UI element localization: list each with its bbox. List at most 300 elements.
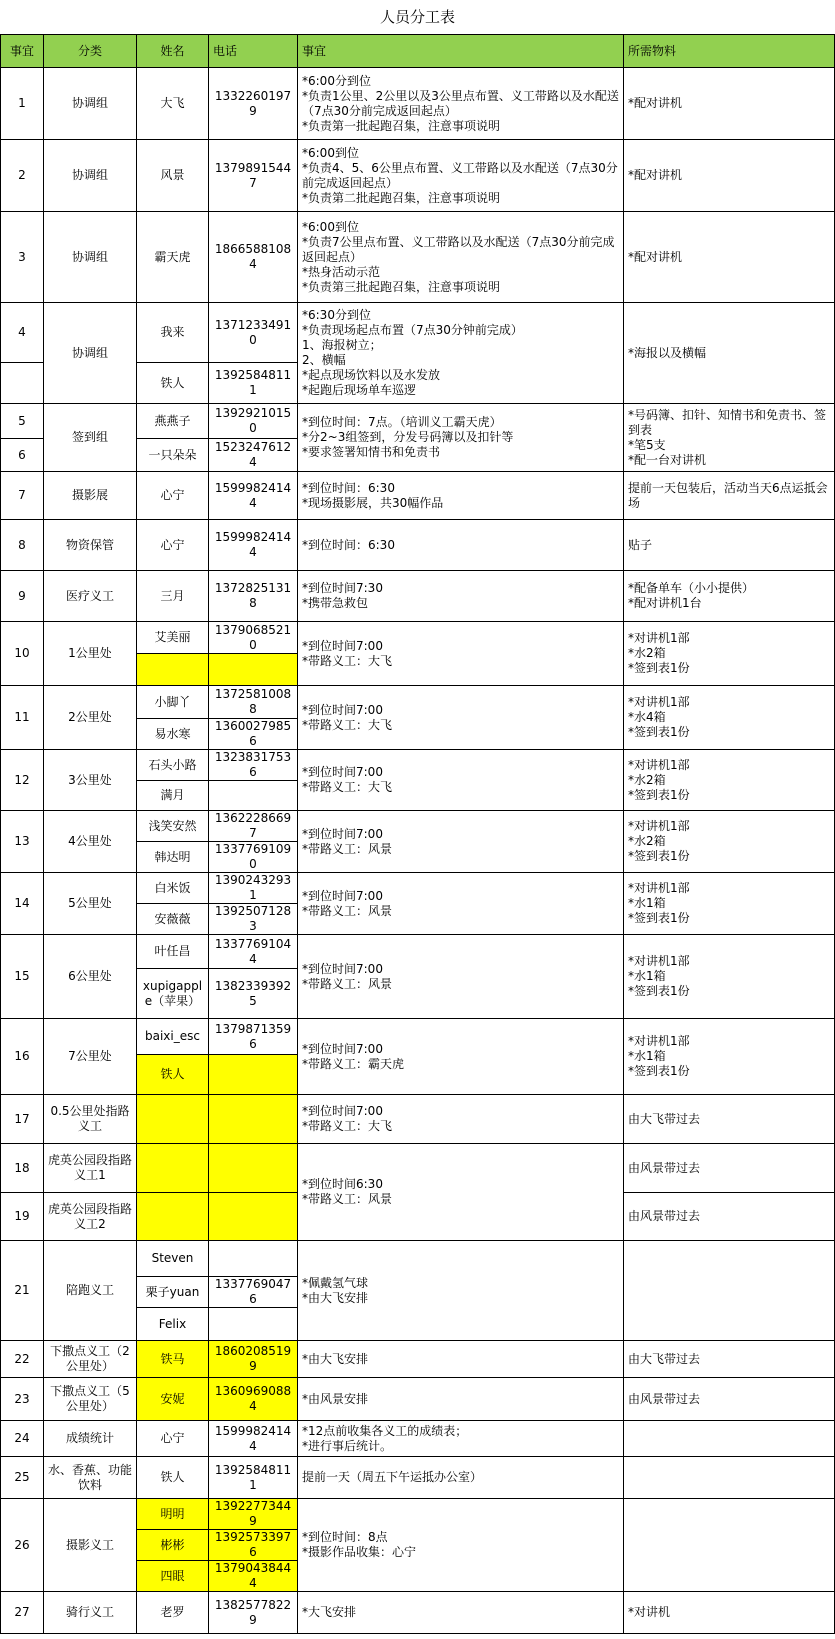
materials-cell <box>624 811 835 873</box>
task-cell-line: *带路义工：霸天虎 <box>302 1056 405 1071</box>
category-cell: 6公里处 <box>44 935 137 1019</box>
task-cell-line: *负责第二批起跑召集，注意事项说明 <box>302 190 501 205</box>
phone-cell: 13922773449 <box>209 1499 298 1530</box>
name-cell: 铁人 <box>137 1055 209 1095</box>
table-row <box>1 622 835 654</box>
materials-cell <box>624 873 835 935</box>
category-cell: 摄影义工 <box>44 1499 137 1592</box>
phone-cell: 13377690476 <box>209 1277 298 1308</box>
phone-cell <box>209 781 298 811</box>
task-cell-line: *到位时间7:00 <box>302 1104 383 1118</box>
name-cell: 易水寒 <box>137 719 209 750</box>
materials-cell <box>624 1499 835 1592</box>
materials-cell-line: 贴子 <box>628 537 653 552</box>
table-row <box>1 1341 835 1378</box>
table-row <box>1 520 835 571</box>
table-row <box>1 1457 835 1499</box>
phone-cell: 13725810088 <box>209 686 298 719</box>
category-cell: 成绩统计 <box>44 1421 137 1457</box>
task-cell <box>298 1378 624 1421</box>
task-cell <box>298 303 624 404</box>
item-number-cell: 11 <box>1 686 44 750</box>
task-cell-line: *由大飞安排 <box>302 1351 369 1366</box>
table-row <box>1 1499 835 1530</box>
materials-cell <box>624 1457 835 1499</box>
phone-cell: 13925848111 <box>209 363 298 404</box>
materials-cell-line: *配备单车（小小提供） <box>628 581 755 595</box>
phone-cell: 13377691090 <box>209 842 298 873</box>
task-cell-line: *带路义工：大飞 <box>302 780 393 794</box>
materials-cell-line: 由大飞带过去 <box>628 1351 701 1366</box>
task-cell-line: *6:30分到位 <box>302 308 371 322</box>
materials-cell <box>624 404 835 472</box>
name-cell: 小脚丫 <box>137 686 209 719</box>
table-row <box>1 1592 835 1634</box>
staff-assignment-table <box>0 34 835 1634</box>
phone-cell: 13823393925 <box>209 969 298 1019</box>
category-cell: 骑行义工 <box>44 1592 137 1634</box>
materials-cell <box>624 686 835 750</box>
name-cell: 燕燕子 <box>137 404 209 439</box>
materials-cell-line: *签到表1份 <box>628 1064 690 1078</box>
materials-cell-line: 由风景带过去 <box>628 1160 701 1175</box>
task-cell-line: *到位时间：6:30 <box>302 480 395 495</box>
name-cell: 四眼 <box>137 1561 209 1592</box>
name-cell: Steven <box>137 1241 209 1277</box>
table-body <box>1 68 835 1634</box>
task-cell <box>298 686 624 750</box>
materials-cell-line: *对讲机1部 <box>628 881 690 895</box>
task-cell <box>298 1592 624 1634</box>
phone-cell: 13798915447 <box>209 140 298 212</box>
materials-cell <box>624 1241 835 1341</box>
phone-cell: 13238317536 <box>209 750 298 781</box>
materials-cell <box>624 935 835 1019</box>
table-row <box>1 750 835 781</box>
item-number-cell: 5 <box>1 404 44 439</box>
category-cell: 协调组 <box>44 68 137 140</box>
category-cell: 虎英公园段指路义工2 <box>44 1193 137 1241</box>
category-cell: 协调组 <box>44 140 137 212</box>
phone-cell: 13825778229 <box>209 1592 298 1634</box>
task-cell-line: *负责1公里、2公里以及3公里点布置、义工带路以及水配送（7点30分前完成返回起点） <box>302 88 619 118</box>
materials-cell-line: *海报以及横幅 <box>628 345 707 360</box>
phone-cell: 13712334910 <box>209 303 298 363</box>
task-cell <box>298 811 624 873</box>
category-cell: 3公里处 <box>44 750 137 811</box>
materials-cell-line: 提前一天包装后，活动当天6点运抵会场 <box>628 480 828 510</box>
header-cell: 电话 <box>209 35 298 68</box>
task-cell-line: *12点前收集各义工的成绩表； <box>302 1423 468 1438</box>
phone-cell: 13790438444 <box>209 1561 298 1592</box>
item-number-cell: 21 <box>1 1241 44 1341</box>
task-cell-line: *负责现场起点布置（7点30分钟前完成） <box>302 323 523 337</box>
task-cell-line: *要求签署知情书和免责书 <box>302 445 441 459</box>
name-cell: 栗子yuan <box>137 1277 209 1308</box>
name-cell: 安薇薇 <box>137 904 209 935</box>
materials-cell-line: *水1箱 <box>628 969 666 983</box>
task-cell-line: *摄影作品收集：心宁 <box>302 1545 417 1559</box>
category-cell: 2公里处 <box>44 686 137 750</box>
materials-cell-line: *对讲机1部 <box>628 695 690 709</box>
category-cell: 水、香蕉、功能饮料 <box>44 1457 137 1499</box>
phone-cell <box>209 1095 298 1144</box>
task-cell-line: *进行事后统计。 <box>302 1438 393 1453</box>
task-cell-line: *到位时间：8点 <box>302 1530 388 1544</box>
task-cell-line: *6:00到位 <box>302 145 359 160</box>
name-cell: 心宁 <box>137 520 209 571</box>
name-cell: 我来 <box>137 303 209 363</box>
table-row <box>1 873 835 904</box>
task-cell <box>298 212 624 303</box>
task-cell-line: *由大飞安排 <box>302 1290 369 1305</box>
task-cell-line: *起点现场饮料以及水发放 <box>302 368 441 382</box>
phone-cell <box>209 1308 298 1341</box>
task-cell-line: *6:00分到位 <box>302 73 371 88</box>
task-cell <box>298 1421 624 1457</box>
header-cell: 事宜 <box>298 35 624 68</box>
item-number-cell: 15 <box>1 935 44 1019</box>
category-cell: 签到组 <box>44 404 137 472</box>
materials-cell <box>624 520 835 571</box>
phone-cell: 15999824144 <box>209 520 298 571</box>
task-cell-line: *大飞安排 <box>302 1605 357 1619</box>
header-cell: 分类 <box>44 35 137 68</box>
name-cell <box>137 654 209 686</box>
table-row <box>1 1421 835 1457</box>
name-cell: xupigapple（苹果） <box>137 969 209 1019</box>
materials-cell-line: *配对讲机1台 <box>628 596 702 610</box>
category-cell: 陪跑义工 <box>44 1241 137 1341</box>
materials-cell-line: *配对讲机 <box>628 249 683 264</box>
materials-cell <box>624 1193 835 1241</box>
item-number-cell: 12 <box>1 750 44 811</box>
item-number-cell: 8 <box>1 520 44 571</box>
task-cell <box>298 1457 624 1499</box>
task-cell-line: *分2~3组签到，分发号码簿以及扣针等 <box>302 430 514 444</box>
materials-cell-line: *配对讲机 <box>628 168 683 182</box>
item-number-cell: 27 <box>1 1592 44 1634</box>
item-number-cell: 3 <box>1 212 44 303</box>
task-cell <box>298 935 624 1019</box>
table-row <box>1 1378 835 1421</box>
name-cell: 铁人 <box>137 363 209 404</box>
phone-cell: 13377691044 <box>209 935 298 969</box>
name-cell: 艾美丽 <box>137 622 209 654</box>
materials-cell <box>624 212 835 303</box>
name-cell: 铁人 <box>137 1457 209 1499</box>
table-row <box>1 303 835 363</box>
category-cell: 5公里处 <box>44 873 137 935</box>
task-cell-line: *到位时间7:00 <box>302 1041 383 1056</box>
name-cell: 风景 <box>137 140 209 212</box>
task-cell-line: *6:00到位 <box>302 219 359 234</box>
phone-cell: 13925848111 <box>209 1457 298 1499</box>
task-cell <box>298 472 624 520</box>
task-cell-line: *热身活动示范 <box>302 264 381 279</box>
materials-cell <box>624 303 835 404</box>
category-cell: 医疗义工 <box>44 571 137 622</box>
category-cell: 1公里处 <box>44 622 137 686</box>
task-cell-line: *带路义工：风景 <box>302 1192 393 1206</box>
phone-cell: 13925733976 <box>209 1530 298 1561</box>
materials-cell-line: *水1箱 <box>628 1049 666 1063</box>
item-number-cell: 13 <box>1 811 44 873</box>
materials-cell-line: *签到表1份 <box>628 787 690 802</box>
task-cell <box>298 68 624 140</box>
phone-cell <box>209 1055 298 1095</box>
phone-cell <box>209 1144 298 1193</box>
task-cell-line: *负责第三批起跑召集，注意事项说明 <box>302 279 501 294</box>
table-row <box>1 1019 835 1055</box>
phone-cell <box>209 1241 298 1277</box>
phone-cell: 13609690884 <box>209 1378 298 1421</box>
materials-cell <box>624 622 835 686</box>
task-cell-line: 提前一天（周五下午运抵办公室） <box>302 1470 483 1484</box>
task-cell <box>298 1341 624 1378</box>
phone-cell: 13600279856 <box>209 719 298 750</box>
materials-cell <box>624 1019 835 1095</box>
materials-cell <box>624 472 835 520</box>
task-cell-line: *到位时间7:00 <box>302 961 383 976</box>
task-cell-line: *佩戴氢气球 <box>302 1275 369 1290</box>
phone-cell: 13790685210 <box>209 622 298 654</box>
table-row <box>1 935 835 969</box>
task-cell-line: *带路义工：风景 <box>302 976 393 991</box>
item-number-cell: 6 <box>1 439 44 472</box>
name-cell: 霸天虎 <box>137 212 209 303</box>
table-row <box>1 571 835 622</box>
task-cell <box>298 1019 624 1095</box>
phone-cell <box>209 1193 298 1241</box>
name-cell <box>137 1144 209 1193</box>
task-cell-line: *负责第一批起跑召集，注意事项说明 <box>302 118 501 133</box>
materials-cell-line: *对讲机1部 <box>628 819 690 833</box>
name-cell: 彬彬 <box>137 1530 209 1561</box>
materials-cell-line: 由大飞带过去 <box>628 1111 701 1126</box>
item-number-cell: 10 <box>1 622 44 686</box>
category-cell: 下撒点义工（2公里处） <box>44 1341 137 1378</box>
task-cell <box>298 404 624 472</box>
header-row <box>1 35 835 68</box>
phone-cell: 15232476124 <box>209 439 298 472</box>
name-cell: 韩达明 <box>137 842 209 873</box>
table-row <box>1 68 835 140</box>
phone-cell: 13798713596 <box>209 1019 298 1055</box>
materials-cell-line: 由风景带过去 <box>628 1391 701 1406</box>
name-cell: 三月 <box>137 571 209 622</box>
materials-cell <box>624 1144 835 1193</box>
task-cell-line: *起跑后现场单车巡逻 <box>302 383 417 397</box>
materials-cell <box>624 571 835 622</box>
task-cell <box>298 140 624 212</box>
task-cell-line: *现场摄影展，共30幅作品 <box>302 495 444 510</box>
task-cell-line: *到位时间7:00 <box>302 888 383 903</box>
item-number-cell: 24 <box>1 1421 44 1457</box>
materials-cell-line: *对讲机1部 <box>628 757 690 772</box>
materials-cell <box>624 750 835 811</box>
category-cell: 4公里处 <box>44 811 137 873</box>
name-cell: 心宁 <box>137 472 209 520</box>
category-cell: 0.5公里处指路义工 <box>44 1095 137 1144</box>
table-row <box>1 1095 835 1144</box>
phone-cell: 13322601979 <box>209 68 298 140</box>
task-cell-line: *带路义工：大飞 <box>302 653 393 668</box>
name-cell: 一只朵朵 <box>137 439 209 472</box>
materials-cell-line: *配一台对讲机 <box>628 452 707 467</box>
task-cell-line: *带路义工：风景 <box>302 903 393 918</box>
name-cell: 石头小路 <box>137 750 209 781</box>
phone-cell: 13622286697 <box>209 811 298 842</box>
header-cell: 姓名 <box>137 35 209 68</box>
name-cell: 叶任昌 <box>137 935 209 969</box>
item-number-cell: 18 <box>1 1144 44 1193</box>
name-cell: baixi_esc <box>137 1019 209 1055</box>
materials-cell-line: *号码簿、扣针、知情书和免责书、签到表 <box>628 407 827 437</box>
materials-cell <box>624 1378 835 1421</box>
item-number-cell: 22 <box>1 1341 44 1378</box>
name-cell <box>137 1193 209 1241</box>
task-cell <box>298 520 624 571</box>
name-cell: 明明 <box>137 1499 209 1530</box>
task-cell <box>298 622 624 686</box>
task-cell-line: *负责7公里点布置、义工带路以及水配送（7点30分前完成返回起点） <box>302 234 615 264</box>
materials-cell-line: *对讲机 <box>628 1605 671 1619</box>
table-row <box>1 1144 835 1193</box>
task-cell-line: *携带急救包 <box>302 596 369 610</box>
item-number-cell: 25 <box>1 1457 44 1499</box>
header-cell: 所需物料 <box>624 35 835 68</box>
task-cell-line: *到位时间6:30 <box>302 1177 383 1191</box>
item-number-cell: 2 <box>1 140 44 212</box>
phone-cell: 13925071283 <box>209 904 298 935</box>
table-row <box>1 212 835 303</box>
materials-cell <box>624 1421 835 1457</box>
name-cell: 老罗 <box>137 1592 209 1634</box>
phone-cell: 15999824144 <box>209 472 298 520</box>
header-cell: 事宜 <box>1 35 44 68</box>
phone-cell: 18665881084 <box>209 212 298 303</box>
task-cell-line: *带路义工：大飞 <box>302 717 393 732</box>
materials-cell-line: *水1箱 <box>628 896 666 910</box>
materials-cell-line: *水2箱 <box>628 646 666 660</box>
task-cell-line: *到位时间7:00 <box>302 702 383 717</box>
task-cell <box>298 750 624 811</box>
task-cell-line: *到位时间：7点。（培训义工霸天虎） <box>302 415 502 429</box>
materials-cell <box>624 140 835 212</box>
name-cell <box>137 1095 209 1144</box>
task-cell-line: *到位时间7:00 <box>302 638 383 653</box>
task-cell <box>298 571 624 622</box>
task-cell <box>298 1144 624 1241</box>
item-number-cell: 23 <box>1 1378 44 1421</box>
page-title: 人员分工表 <box>379 8 455 26</box>
item-number-cell: 7 <box>1 472 44 520</box>
task-cell-line: *带路义工：风景 <box>302 841 393 856</box>
materials-cell-line: *签到表1份 <box>628 849 690 863</box>
category-cell: 协调组 <box>44 212 137 303</box>
materials-cell-line: *笔5支 <box>628 437 666 452</box>
task-cell-line: *到位时间7:00 <box>302 765 383 779</box>
phone-cell: 13728251318 <box>209 571 298 622</box>
item-number-cell: 16 <box>1 1019 44 1095</box>
materials-cell-line: *签到表1份 <box>628 725 690 739</box>
materials-cell-line: *对讲机1部 <box>628 631 690 645</box>
name-cell: 白米饭 <box>137 873 209 904</box>
category-cell: 下撒点义工（5公里处） <box>44 1378 137 1421</box>
task-cell-line: *由风景安排 <box>302 1391 369 1406</box>
materials-cell <box>624 1341 835 1378</box>
name-cell: 浅笑安然 <box>137 811 209 842</box>
materials-cell-line: *签到表1份 <box>628 911 690 925</box>
task-cell <box>298 873 624 935</box>
task-cell <box>298 1241 624 1341</box>
task-cell-line: *到位时间7:30 <box>302 581 383 595</box>
task-cell-line: *带路义工：大飞 <box>302 1119 393 1133</box>
task-cell-line: *到位时间7:00 <box>302 826 383 841</box>
materials-cell-line: *水2箱 <box>628 772 666 787</box>
name-cell: 大飞 <box>137 68 209 140</box>
materials-cell <box>624 1592 835 1634</box>
table-row <box>1 686 835 719</box>
materials-cell-line: *签到表1份 <box>628 984 690 998</box>
item-number-cell: 26 <box>1 1499 44 1592</box>
item-number-cell <box>1 363 44 404</box>
phone-cell: 13929210150 <box>209 404 298 439</box>
materials-cell-line: *签到表1份 <box>628 661 690 675</box>
category-cell: 物资保管 <box>44 520 137 571</box>
name-cell: Felix <box>137 1308 209 1341</box>
category-cell: 摄影展 <box>44 472 137 520</box>
name-cell: 满月 <box>137 781 209 811</box>
task-cell <box>298 1499 624 1592</box>
materials-cell-line: *配对讲机 <box>628 96 683 110</box>
item-number-cell: 9 <box>1 571 44 622</box>
table-row <box>1 404 835 439</box>
phone-cell: 13902432931 <box>209 873 298 904</box>
phone-cell: 15999824144 <box>209 1421 298 1457</box>
item-number-cell: 17 <box>1 1095 44 1144</box>
phone-cell <box>209 654 298 686</box>
materials-cell-line: *对讲机1部 <box>628 954 690 968</box>
category-cell: 协调组 <box>44 303 137 404</box>
item-number-cell: 14 <box>1 873 44 935</box>
category-cell: 7公里处 <box>44 1019 137 1095</box>
table-row <box>1 811 835 842</box>
name-cell: 心宁 <box>137 1421 209 1457</box>
name-cell: 铁马 <box>137 1341 209 1378</box>
task-cell-line: 2、横幅 <box>302 353 346 367</box>
category-cell: 虎英公园段指路义工1 <box>44 1144 137 1193</box>
item-number-cell: 4 <box>1 303 44 363</box>
item-number-cell: 19 <box>1 1193 44 1241</box>
task-cell-line: 1、海报树立； <box>302 338 382 352</box>
task-cell <box>298 1095 624 1144</box>
table-row <box>1 472 835 520</box>
materials-cell-line: *水4箱 <box>628 710 666 724</box>
name-cell: 安妮 <box>137 1378 209 1421</box>
task-cell-line: *到位时间：6:30 <box>302 537 395 552</box>
materials-cell-line: 由风景带过去 <box>628 1209 701 1223</box>
materials-cell <box>624 68 835 140</box>
materials-cell <box>624 1095 835 1144</box>
materials-cell-line: *水2箱 <box>628 834 666 848</box>
table-row <box>1 140 835 212</box>
table-row <box>1 1241 835 1277</box>
phone-cell: 18602085199 <box>209 1341 298 1378</box>
materials-cell-line: *对讲机1部 <box>628 1034 690 1048</box>
task-cell-line: *负责4、5、6公里点布置、义工带路以及水配送（7点30分前完成返回起点） <box>302 160 618 190</box>
